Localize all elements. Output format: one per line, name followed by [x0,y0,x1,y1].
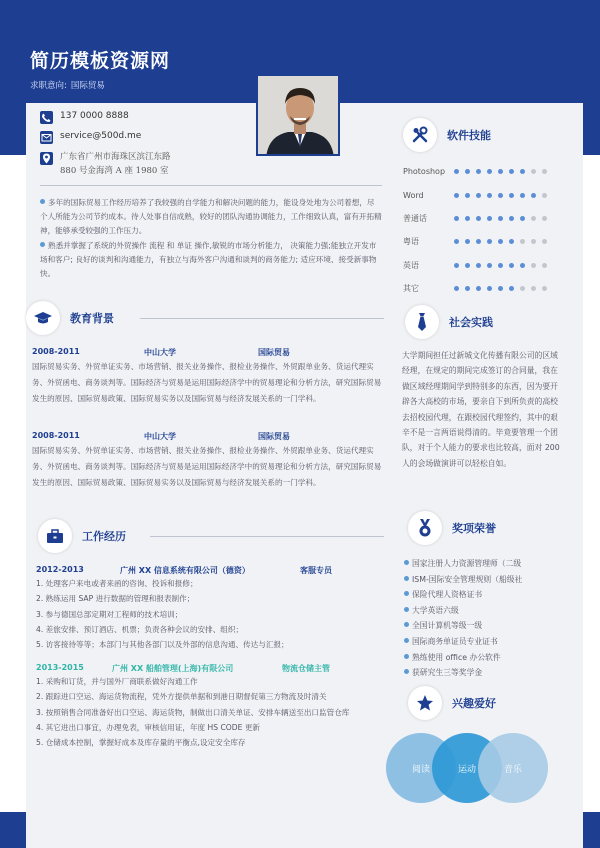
phone-number: 137 0000 8888 [60,111,129,121]
skill-dot-filled [454,239,459,244]
job-intent-label: 求职意向: [30,81,67,91]
award-item [404,650,564,666]
list-item: 3. 参与德国总部定期对工程师的技术培训； [36,609,183,619]
skill-dot-filled [465,286,470,291]
address-line-2: 880 号金海湾 A 座 1980 室 [60,166,169,176]
email-address: service@500d.me [60,131,142,141]
summary-paragraph: 熟悉并掌握了系统的外贸操作 流程 和 单证 操作,敏锐的市场分析能力， 决策能力强;能独立开发市场和客户; 良好的谈判和沟通能力，有独立与海外客户沟通和谈判的商务能力; 适应环境、接受新事物快。 [40,240,377,279]
work-section-header [38,519,126,553]
education-description: 国际贸易实务、外贸单证实务、市场营销、报关业务操作、报检业务操作、外贸跟单业务、货运代理实务、外贸函电、商务谈判等。国际经济与贸易是运用国际经济学中的贸易理论和分析方法，研究国际贸易发生的原因、国际贸易政策、国际贸易实务以及国际贸易与经济发展关系的一门学科。 [32,446,382,487]
job-intent-value: 国际贸易 [70,81,105,91]
skill-dot-filled [498,216,503,221]
skill-dot-filled [520,193,525,198]
skill-dot-empty [542,263,547,268]
skill-dot-filled [498,193,503,198]
phone-icon [40,111,53,124]
job-role: 客服专员 [300,566,332,575]
award-text: 保险代理人资格证书 [412,590,483,600]
skill-dot-filled [509,193,514,198]
skill-name: Photoshop [403,167,446,177]
skill-row [403,254,553,277]
skill-dot-filled [509,263,514,268]
skill-name: 英语 [403,260,419,270]
skill-dot-filled [509,216,514,221]
award-item [404,587,564,603]
bullet-dot [404,638,409,643]
bullet-dot [404,669,409,674]
skill-dot-filled [487,193,492,198]
work-heading: 工作经历 [82,530,126,543]
hobby-sport: 运动 [432,733,502,803]
education-heading: 教育背景 [70,312,114,325]
skill-dot-filled [454,169,459,174]
skill-dot-filled [520,263,525,268]
skill-dot-filled [465,216,470,221]
job-period: 2013-2015 [36,663,84,672]
email-icon [40,131,53,144]
skill-dot-filled [454,263,459,268]
skill-dot-empty [531,169,536,174]
bullet-dot [404,607,409,612]
skill-dot-empty [542,193,547,198]
skill-dot-filled [509,239,514,244]
skill-dot-filled [498,169,503,174]
contact-address [40,150,171,178]
job-company: 广州 XX 船舶管理(上海)有限公司 [112,664,234,673]
education-school: 中山大学 [144,348,176,357]
bullet-dot [40,199,45,204]
avatar [256,74,340,156]
skill-dot-filled [476,193,481,198]
skill-dot-filled [476,286,481,291]
medal-icon [408,511,442,545]
award-item [404,603,564,619]
bullet-dot [404,622,409,627]
skill-dot-filled [498,286,503,291]
social-section-header [405,305,493,339]
necktie-icon [405,305,439,339]
job-intent [30,79,105,91]
skill-dot-filled [476,239,481,244]
bullet-dot [404,560,409,565]
skill-name: Word [403,190,424,200]
skills-section-header [403,118,491,152]
skill-dot-filled [476,169,481,174]
award-item [404,618,564,634]
skill-dot-filled [465,263,470,268]
skill-dot-filled [487,169,492,174]
skill-name: 粤语 [403,237,419,247]
awards-section-header [408,511,496,545]
skill-dot-filled [487,286,492,291]
job-duties [36,576,376,652]
skill-level-dots [454,239,553,244]
skill-dot-empty [520,286,525,291]
list-item: 4. 其它进出口事宜，办理免表，审核信用证，年度 HS CODE 更新 [36,722,261,732]
skill-dot-filled [520,216,525,221]
list-item: 2. 熟练运用 SAP 进行数据的管理和报表制作； [36,594,195,604]
graduation-cap-icon [26,301,60,335]
bullet-dot [404,576,409,581]
award-text: 全国计算机等级一级 [412,621,483,631]
skill-row [403,183,553,206]
list-item: 1. 处理客户来电或者来函的咨询、投诉和报修； [36,579,198,588]
list-item: 2. 跟踪进口空运、海运货物流程，凭外方提供单据和到港日期督促第三方物流及时清关 [36,692,327,702]
list-item: 3. 按照销售合同准备好出口空运、海运货物，制做出口清关单证、安排车辆送至出口监管仓库 [36,707,350,717]
award-item [404,572,564,588]
skill-dot-filled [465,193,470,198]
skill-row [403,160,553,183]
education-period: 2008-2011 [32,347,80,356]
skill-row [403,277,553,300]
skill-name: 其它 [403,284,419,294]
divider [140,318,384,319]
skill-level-dots [454,169,553,174]
skill-dot-filled [520,169,525,174]
skill-dot-filled [509,286,514,291]
skill-dot-empty [531,216,536,221]
award-text: 熟练使用 office 办公软件 [412,652,501,662]
job-period: 2012-2013 [36,565,84,574]
skill-name: 普通话 [403,213,427,223]
bullet-dot [404,591,409,596]
briefcase-icon [38,519,72,553]
bullet-dot [404,654,409,659]
skill-dot-empty [531,239,536,244]
skill-dot-filled [487,263,492,268]
skills-heading: 软件技能 [447,129,491,142]
award-item [404,665,564,681]
hobby-music: 音乐 [478,733,548,803]
skill-dot-filled [454,216,459,221]
skill-dot-filled [454,286,459,291]
education-description: 国际贸易实务、外贸单证实务、市场营销、报关业务操作、报检业务操作、外贸跟单业务、货运代理实务、外贸函电、商务谈判等。国际经济与贸易是运用国际经济学中的贸易理论和分析方法，研究国际贸易发生的原因、国际贸易政策、国际贸易实务以及国际贸易与经济发展关系的一门学科。 [32,362,382,403]
hobbies-section-header [408,686,496,720]
skill-dot-empty [542,286,547,291]
skill-dot-empty [531,286,536,291]
skill-level-dots [454,286,553,291]
education-major: 国际贸易 [258,432,290,441]
education-section-header [26,301,114,335]
contact-phone [40,111,129,124]
skill-dot-filled [476,263,481,268]
location-pin-icon [40,152,53,165]
skill-row [403,207,553,230]
education-major: 国际贸易 [258,348,290,357]
awards-heading: 奖项荣誉 [452,522,496,535]
skill-dot-filled [476,216,481,221]
summary [40,196,382,281]
divider [40,185,382,186]
award-text: ISM-国际安全管理规则（船级社 [412,574,523,584]
skill-dot-empty [531,263,536,268]
skill-dot-filled [498,239,503,244]
job-role: 物流仓储主管 [282,664,330,673]
skill-dot-empty [520,239,525,244]
bullet-dot [40,242,45,247]
list-item: 5. 仓储成本控制，掌握好成本及库存量的平衡点,设定安全库存 [36,738,246,748]
star-icon [408,686,442,720]
social-practice-text: 大学期间担任过新城文化传播有限公司的区域经理，在规定的期间完成签订的合同量，我在做区域经理期间学到特别多的东西，因为要开辟各大高校的市场，要亲自下到所负责的高校去招校园代理，在跟校园代理签约，其中的艰辛不是一言两语说得清的。毕竟要管理一个团队，对于个人能力的要求也比较高，面对 200 人的会场做演讲可以轻松自如。 [402,351,560,468]
list-item: 5. 访客接待等等；本部门与其他各部门以及外部的信息沟通、传达与汇报； [36,640,289,650]
skill-level-dots [454,216,553,221]
award-text: 国家注册人力资源管理师（二级 [412,559,522,568]
award-text: 获研究生三等奖学金 [412,668,483,678]
skill-dot-empty [542,169,547,174]
hobby-reading: 阅读 [386,733,456,803]
address-line-1: 广东省广州市海珠区滨江东路 [60,152,171,162]
summary-paragraph: 多年的国际贸易工作经历培养了我较强的自学能力和解决问题的能力，能设身处地为公司着想，尽个人所能为公司节约成本。待人处事自信成熟，较好的团队沟通协调能力，工作细致认真，富有开拓精神，能够承受较强的工作压力。 [40,198,382,236]
skill-dot-filled [465,239,470,244]
award-item [404,634,564,650]
skill-dot-filled [487,216,492,221]
education-school: 中山大学 [144,432,176,441]
social-heading: 社会实践 [449,316,493,329]
awards-list [404,556,564,681]
page-title: 简历模板资源网 [30,50,171,72]
skill-dot-filled [465,169,470,174]
skill-dot-filled [498,263,503,268]
job-duties [36,674,376,750]
skills-list [403,160,553,300]
divider [150,536,384,537]
skill-dot-empty [542,216,547,221]
award-item [404,556,564,572]
list-item: 4. 差旅安排、预订酒店、机票；负责各种会议的安排、组织； [36,624,244,634]
award-text: 大学英语六级 [412,605,459,615]
list-item: 1. 采购和订货，并与国外厂商联系做好沟通工作 [36,677,198,686]
skill-level-dots [454,263,553,268]
skill-dot-filled [509,169,514,174]
hobbies-heading: 兴趣爱好 [452,697,496,710]
skill-level-dots [454,193,553,198]
award-text: 国际商务单证员专业证书 [412,636,498,646]
skill-dot-empty [542,239,547,244]
education-period: 2008-2011 [32,431,80,440]
contact-email [40,131,141,144]
job-company: 广州 XX 信息系统有限公司（德资） [120,566,250,575]
skill-dot-filled [487,239,492,244]
tools-icon [403,118,437,152]
skill-dot-filled [531,193,536,198]
skill-row [403,230,553,253]
skill-dot-filled [454,193,459,198]
